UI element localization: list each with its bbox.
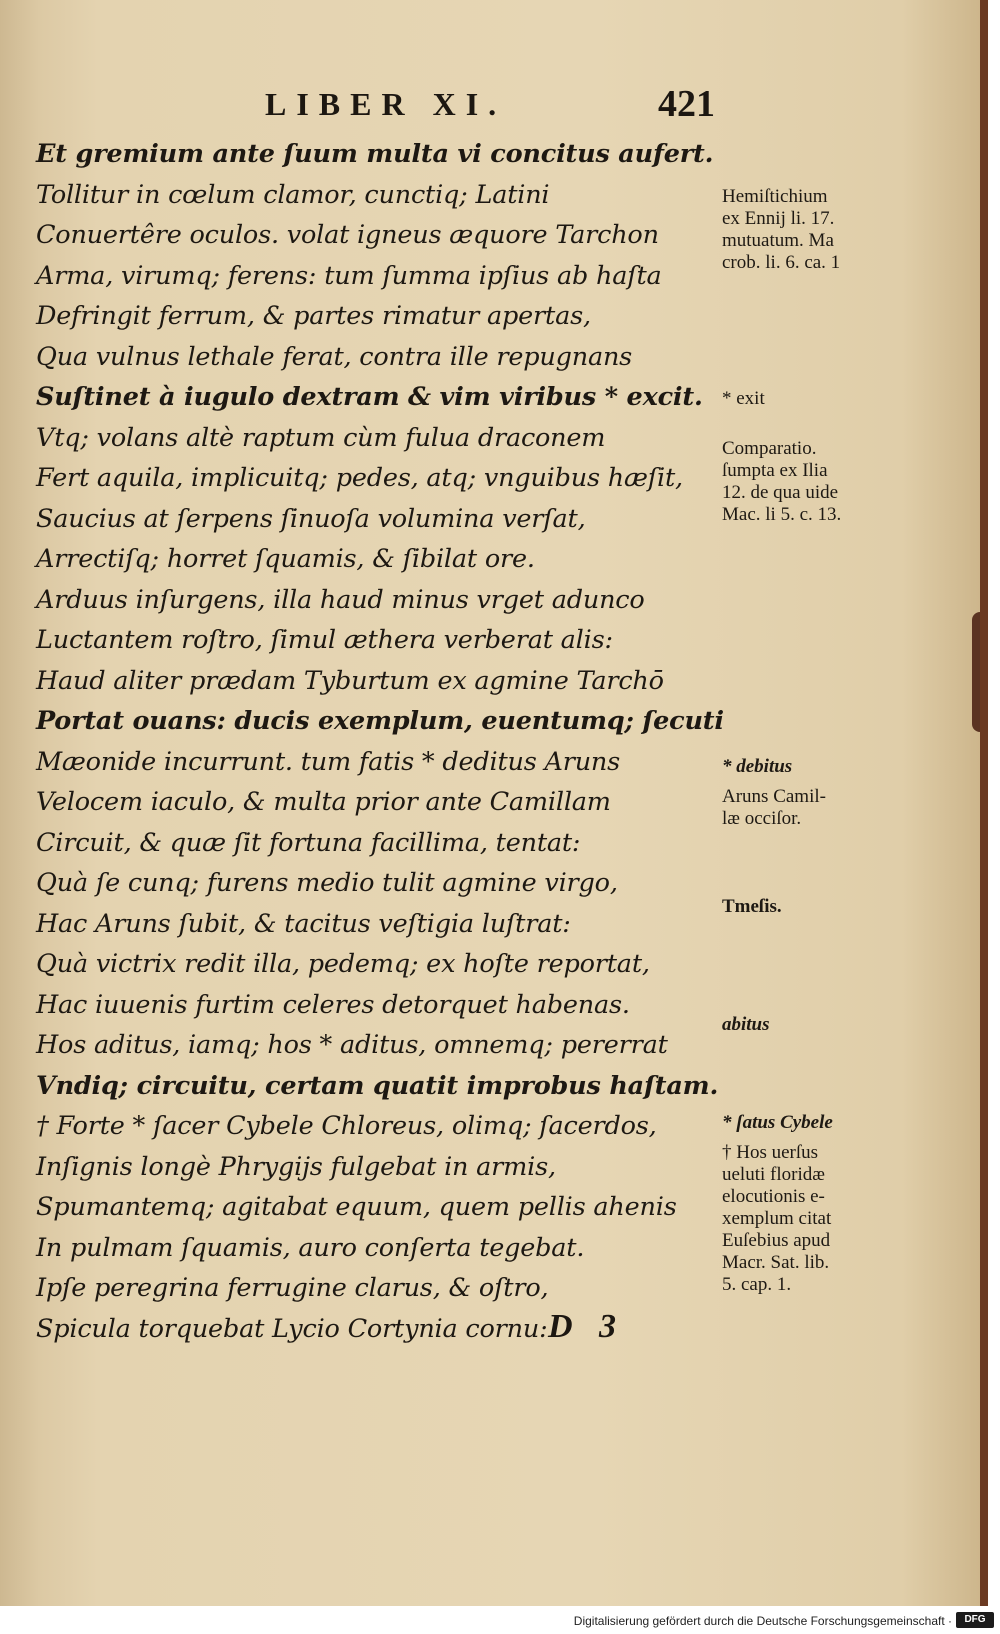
footer-credit: Digitalisierung gefördert durch die Deutsche Forschungsgemeinschaft · xyxy=(573,1614,952,1628)
verse-line: Vtq; volans altè raptum cùm fulua draconem xyxy=(36,422,606,453)
verse-line: Saucius at ſerpens ſinuoſa volumina verſat, xyxy=(36,503,586,534)
verse-line: Hac iuuenis furtim celeres detorquet habenas. xyxy=(36,989,630,1020)
verse-line: Arma, virumq; ferens: tum ſumma ipſius ab haſta xyxy=(36,260,662,291)
note-hemistichium: Hemiſtichium ex Ennij li. 17. mutuatum. Ma crob. li. 6. ca. 1 xyxy=(722,186,841,273)
dfg-logo-icon: DFG xyxy=(956,1612,994,1628)
verse-line: Hos aditus, iamq; hos * aditus, omnemq; pererrat xyxy=(36,1030,668,1060)
verse-line: Haud aliter prædam Tyburtum ex agmine Tarchō xyxy=(36,665,664,696)
note-aruns: Aruns Camil- læ occiſor. xyxy=(722,786,826,829)
note-comparatio: Comparatio. ſumpta ex Ilia 12. de qua uide Mac. li 5. c. 13. xyxy=(722,438,842,525)
verse-line: Et gremium ante ſuum multa vi concitus aufert. xyxy=(36,139,714,169)
note-exit: * exit xyxy=(722,388,765,409)
verse-line: Defringit ferrum, & partes rimatur apertas, xyxy=(36,301,591,331)
verse-line: Fert aquila, implicuitq; pedes, atq; vnguibus hæſit, xyxy=(36,463,683,493)
verse-line: Tollitur in cœlum clamor, cunctiq; Latini xyxy=(36,179,550,210)
verse-line: Arrectiſq; horret ſquamis, & ſibilat ore. xyxy=(36,544,535,574)
verse-line: Quà victrix redit illa, pedemq; ex hoſte reportat, xyxy=(36,949,650,979)
verse-line: Spicula torquebat Lycio Cortynia cornu: xyxy=(36,1313,548,1344)
page-edge xyxy=(980,0,988,1606)
page-number: 421 xyxy=(658,83,715,125)
note-debitus: * debitus xyxy=(722,756,793,777)
verse-line: Circuit, & quæ ſit fortuna facillima, tentat: xyxy=(36,827,581,858)
verse-line: Quà ſe cunq; furens medio tulit agmine virgo, xyxy=(36,868,618,898)
page-header xyxy=(0,82,988,132)
verse-line: † Forte * ſacer Cybele Chloreus, olimq; ſacerdos, xyxy=(36,1111,657,1141)
note-hos-uersus: † Hos uerſus ueluti floridæ elocutionis e- xemplum citat Euſebius apud Macr. Sat. lib. 5. cap. 1. xyxy=(722,1142,832,1295)
verse-line: Hac Aruns ſubit, & tacitus veſtigia luſtrat: xyxy=(36,908,571,939)
verse-line: Vndiq; circuitu, certam quatit improbus haſtam. xyxy=(36,1070,719,1101)
verse-line: Conuertêre oculos. volat igneus æquore Tarchon xyxy=(36,220,659,250)
verse-line: In pulmam ſquamis, auro conſerta tegebat. xyxy=(36,1232,585,1263)
verse-line: Portat ouans: ducis exemplum, euentumq; ſecuti xyxy=(36,706,724,736)
verse-line: Ipſe peregrina ferrugine clarus, & oſtro, xyxy=(36,1273,549,1303)
verse-line: Luctantem roſtro, ſimul æthera verberat alis: xyxy=(36,625,613,655)
footer-bar xyxy=(0,1606,1000,1634)
verse-line: Arduus inſurgens, illa haud minus vrget adunco xyxy=(36,584,645,615)
verse-block xyxy=(36,134,724,1349)
verse-line: Inſignis longè Phrygijs fulgebat in armis, xyxy=(36,1151,556,1182)
page-tab xyxy=(972,612,988,732)
running-head: LIBER XI. xyxy=(265,86,507,122)
note-tmesis: Tmeſis. xyxy=(722,896,782,917)
verse-line: Spumantemq; agitabat equum, quem pellis ahenis xyxy=(36,1192,677,1222)
verse-line: Velocem iaculo, & multa prior ante Camillam xyxy=(36,787,611,817)
verse-line: Suſtinet à iugulo dextram & vim viribus * excit. xyxy=(36,382,703,412)
note-satus: * ſatus Cybele xyxy=(722,1112,833,1133)
note-abitus: abitus xyxy=(722,1014,770,1035)
verse-line: Qua vulnus lethale ferat, contra ille repugnans xyxy=(36,341,633,372)
verse-line: Mæonide incurrunt. tum fatis * deditus Aruns xyxy=(36,746,621,777)
signature-mark: D 3 xyxy=(548,1308,617,1345)
